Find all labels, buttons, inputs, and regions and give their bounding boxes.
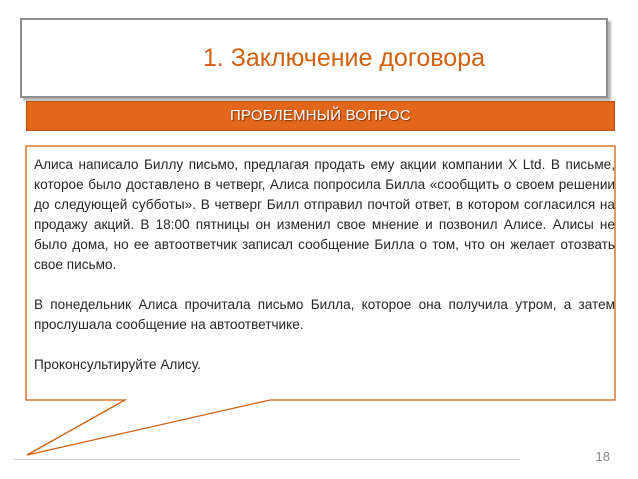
- problem-banner: ПРОБЛЕМНЫЙ ВОПРОС: [26, 101, 615, 131]
- case-paragraph-3: Проконсультируйте Алису.: [34, 357, 201, 372]
- case-paragraph-2: В понедельник Алиса прочитала письмо Билла, которое она получила утром, а затем прослушала сообщение на автоответчике.: [34, 297, 615, 332]
- case-paragraph-1: Алиса написало Биллу письмо, предлагая продать ему акции компании X Ltd. В письме, которое было доставлено в четверг, Алиса попросила Билла «сообщить о своем решении до следующей субботы». В четверг Билл отправил почтой ответ, в котором согласился на продажу акций. В 18:00 пятницы он изменил свое мнение и позвонил Алисе. Алисы не было дома, но ее автоответчик записал сообщение Билла о том, что он желает отозвать свое письмо.: [34, 157, 615, 272]
- footer-divider: [13, 459, 520, 460]
- page-number: 18: [595, 449, 610, 464]
- slide-title: 1. Заключение договора: [202, 44, 486, 72]
- case-text: [34, 155, 615, 375]
